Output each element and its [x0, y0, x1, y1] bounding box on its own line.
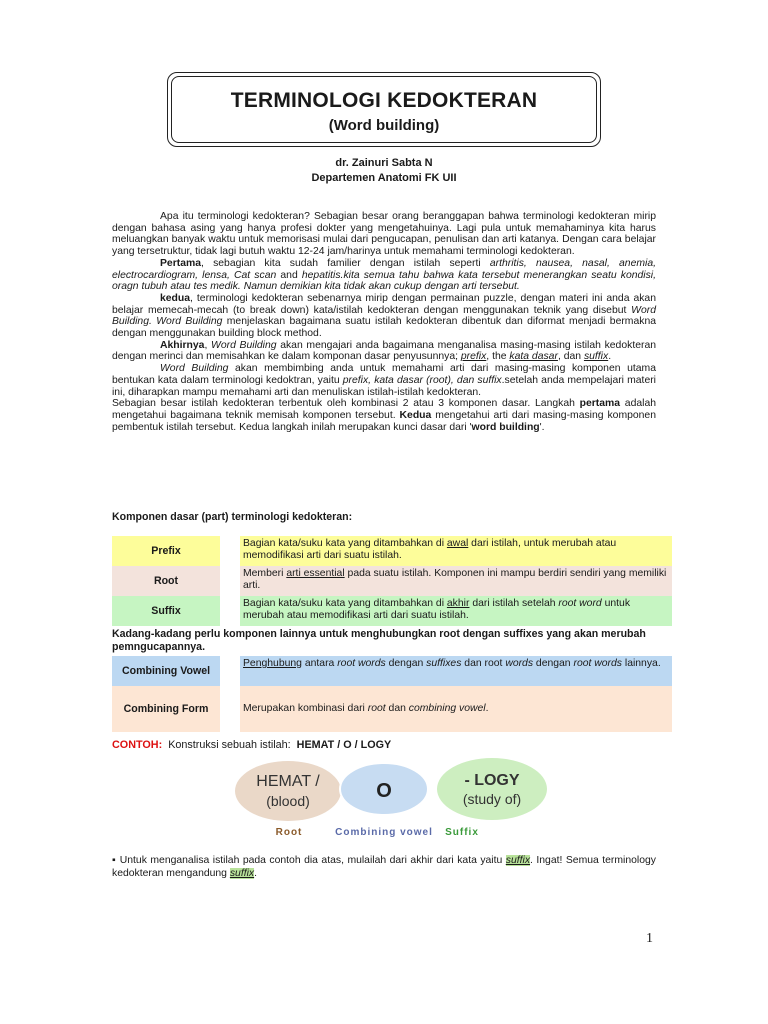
paragraph-5: Word Building akan membimbing anda untuk memahami arti dari masing-masing komponen utama bentukan kata dalam terminologi kedoktran, yaitu prefix, kata dasar (root), dan suffix.setelah anda mempelajari materi ini, diharapkan mampu memahami arti dan menuliskan istilah-istilah kedokteran. [112, 363, 656, 398]
page-subtitle: (Word building) [328, 117, 440, 134]
suffix-caption: Suffix [445, 827, 479, 838]
paragraph-2: Pertama, sebagian kita sudah familier dengan istilah seperti arthritis, nausea, nasal, anemia, electrocardiogram, lensa, Cat scan and hepatitis.kita semua tahu bahwa kata tersebut menerangkan seatu kondisi, oragn tubuh atau tes medik. Namun demikian kita tidak akan cukup dengan arti tersebut. [112, 257, 656, 293]
suffix-word: - LOGY [464, 772, 520, 789]
paragraph-1: Apa itu terminologi kedokteran? Sebagian besar orang beranggapan bahwa terminologi kedokteran mirip dengan bahasa asing yang hanya profesi dokter yang mengetahuinya. Lagi pula untuk memahaminya kita harus meluangkan banyak waktu untuk memorisasi mulai dari pengucapan, penulisan dan arti katanya. Dengan cara belajar yang tersetruktur, tidak lagi butuh waktu 12-24 jam/harinya untuk memahami terminologi kedokteran. [112, 211, 656, 258]
component-row-root [112, 566, 672, 596]
page-number: 1 [646, 931, 653, 946]
component-description: Merupakan kombinasi dari root dan combining vowel. [240, 686, 672, 732]
bullet-icon: ▪ [112, 855, 117, 866]
author-department: Departemen Anatomi FK UII [311, 172, 457, 184]
component-label: Suffix [112, 596, 220, 626]
paragraph-4: Akhirnya, Word Building akan mengajari anda bagaimana menganalisa masing-masing istilah kedokteran dengan merinci dan memisahkan ke dalam komponan dasar penyusunnya; prefix, the kata dasar, dan suffix. [112, 339, 656, 363]
author-name: dr. Zainuri Sabta N [335, 157, 433, 169]
root-ellipse [235, 761, 341, 821]
combining-vowel-letter: O [376, 780, 392, 802]
component-label: Combining Form [112, 686, 220, 732]
component-description: Memberi arti essential pada suatu istilah. Komponen ini mampu berdiri sendiri yang memiliki arti. [240, 566, 672, 596]
component-row-suffix [112, 596, 672, 626]
component-description: Bagian kata/suku kata yang ditambahkan di awal dari istilah, untuk merubah atau memodifikasi arti dari suatu istilah. [240, 536, 672, 566]
word-building-diagram [230, 756, 550, 846]
paragraph-3: kedua, terminologi kedokteran sebenarnya mirip dengan permainan puzzle, dengan materi ini anda akan belajar memecah-mecah (to break down) kata/istilah kedokteran dengan menggunakan teknik yang disebut Word Building. Word Building menjelaskan bagaimana suatu istilah kedokteran dibentuk dan diformat menjadi bermakna dengan menggunakan building block method. [112, 292, 656, 340]
example-term: HEMAT / O / LOGY [296, 739, 392, 751]
component-label: Root [112, 566, 220, 596]
example-label: CONTOH [112, 739, 159, 751]
root-caption: Root [275, 827, 303, 838]
component-row-combining-vowel [112, 656, 672, 686]
author-block [0, 156, 768, 186]
connector-note: Kadang-kadang perlu komponen lainnya untuk menghubungkan root dengan suffixes yang akan merubah pemngucapannya. [112, 628, 646, 653]
title-box [167, 72, 601, 147]
root-meaning: (blood) [266, 793, 310, 809]
component-description: Penghubung antara root words dengan suffixes dan root words dengan root words lainnya. [240, 656, 672, 686]
example-line: CONTOH: Konstruksi sebuah istilah: HEMAT / O / LOGY [112, 739, 392, 751]
component-description: Bagian kata/suku kata yang ditambahkan di akhir dari istilah setelah root word untuk merubah atau memodifikasi arti dari suatu istilah. [240, 596, 672, 626]
intro-text [112, 211, 656, 433]
combining-vowel-caption: Combining vowel [335, 827, 433, 838]
component-label: Prefix [112, 536, 220, 566]
suffix-ellipse [437, 758, 547, 820]
page-title: TERMINOLOGI KEDOKTERAN [230, 89, 538, 112]
component-row-prefix [112, 536, 672, 566]
components-heading: Komponen dasar (part) terminologi kedokteran: [112, 511, 353, 523]
component-label: Combining Vowel [112, 656, 220, 686]
component-row-combining-form [112, 686, 672, 732]
paragraph-6: Sebagian besar istilah kedokteran terbentuk oleh kombinasi 2 atau 3 komponen dasar. Langkah pertama adalah mengetahui bagaimana teknik memisah komponen tersebut. Kedua mengetahui arti dari masing-masing komponen pembentuk istilah tersebut. Kedua langkah inilah merupakan kunci dasar dari 'word building'. [112, 398, 656, 433]
root-word: HEMAT / [256, 773, 320, 790]
suffix-meaning: (study of) [462, 791, 522, 807]
bullet-note: ▪ Untuk menganalisa istilah pada contoh dia atas, mulailah dari akhir dari kata yaitu suffix. Ingat! Semua terminology kedokteran mengandung suffix. [112, 855, 656, 879]
